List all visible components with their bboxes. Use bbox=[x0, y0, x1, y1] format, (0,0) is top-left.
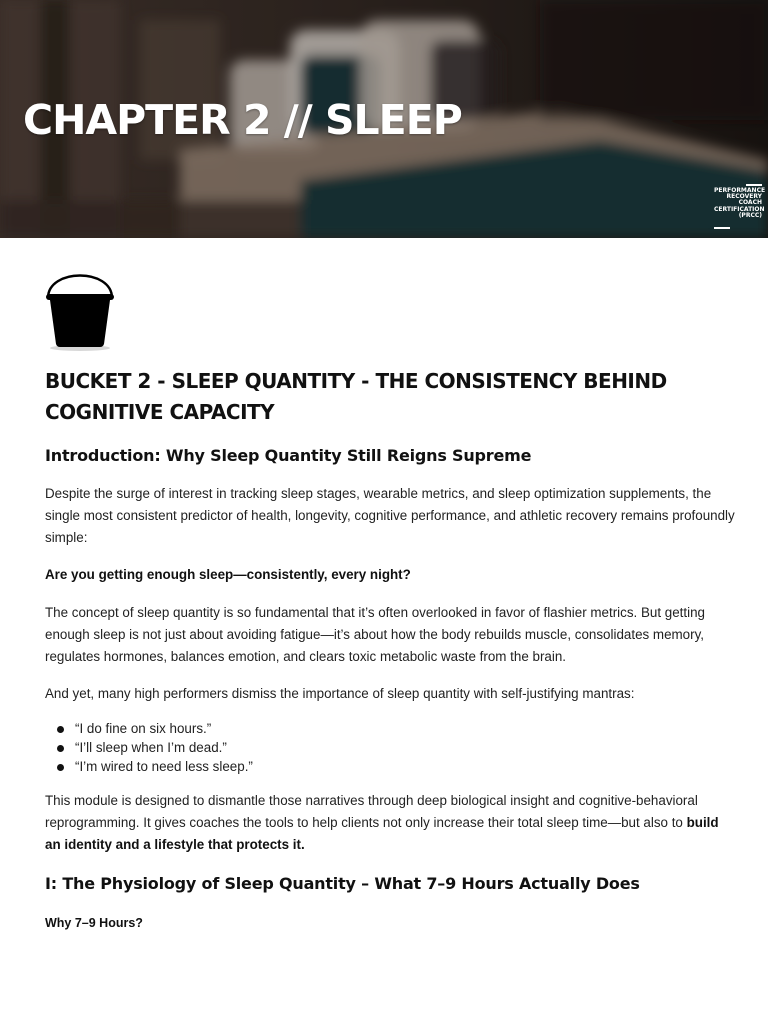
badge-line: RECOVERY bbox=[726, 193, 762, 201]
module-paragraph bbox=[45, 790, 735, 856]
section-heading: I: The Physiology of Sleep Quantity – What 7–9 Hours Actually Does bbox=[45, 874, 640, 893]
chapter-header-banner bbox=[0, 0, 768, 238]
prcc-badge bbox=[714, 187, 766, 219]
chapter-title: CHAPTER 2 // SLEEP bbox=[23, 96, 462, 144]
bucket-title: BUCKET 2 - SLEEP QUANTITY - THE CONSISTENCY BEHIND COGNITIVE CAPACITY bbox=[45, 369, 667, 424]
concept-paragraph: The concept of sleep quantity is so fundamental that it’s often overlooked in favor of flashier metrics. But getting enough sleep is not just about avoiding fatigue—it’s about how the body rebuilds muscle, consolidates memory, regulates hormones, balances emotion, and clears toxic metabolic waste from the brain. bbox=[45, 605, 705, 664]
badge-rule-top bbox=[746, 184, 762, 186]
module-paragraph-text: This module is designed to dismantle those narratives through deep biological insight and cognitive-behavioral reprogramming. It gives coaches the tools to help clients not only increase their total sleep time—but also to bbox=[45, 793, 698, 830]
intro-heading: Introduction: Why Sleep Quantity Still Reigns Supreme bbox=[45, 446, 532, 465]
list-item: “I’m wired to need less sleep.” bbox=[45, 757, 253, 776]
bucket-icon bbox=[45, 260, 115, 354]
badge-line: PERFORMANCE bbox=[714, 187, 766, 194]
list-item: “I’ll sleep when I’m dead.” bbox=[45, 738, 253, 757]
module-paragraph-emphasis: build an identity and a lifestyle that protects it. bbox=[45, 815, 719, 852]
intro-paragraph: Despite the surge of interest in tracking sleep stages, wearable metrics, and sleep optimization supplements, the single most consistent predictor of health, longevity, cognitive performance, and athletic recovery remains profoundly simple: bbox=[45, 486, 735, 545]
key-question: Are you getting enough sleep—consistently, every night? bbox=[45, 567, 411, 582]
badge-line: COACH bbox=[738, 199, 762, 207]
badge-line: CERTIFICATION bbox=[714, 205, 765, 213]
badge-rule-bottom bbox=[714, 227, 730, 229]
mantras-intro: And yet, many high performers dismiss the importance of sleep quantity with self-justifying mantras: bbox=[45, 686, 635, 701]
badge-line: (PRCC) bbox=[738, 211, 762, 219]
subsection-heading: Why 7–9 Hours? bbox=[45, 916, 143, 930]
list-item: “I do fine on six hours.” bbox=[45, 719, 253, 738]
mantra-list bbox=[45, 719, 253, 776]
